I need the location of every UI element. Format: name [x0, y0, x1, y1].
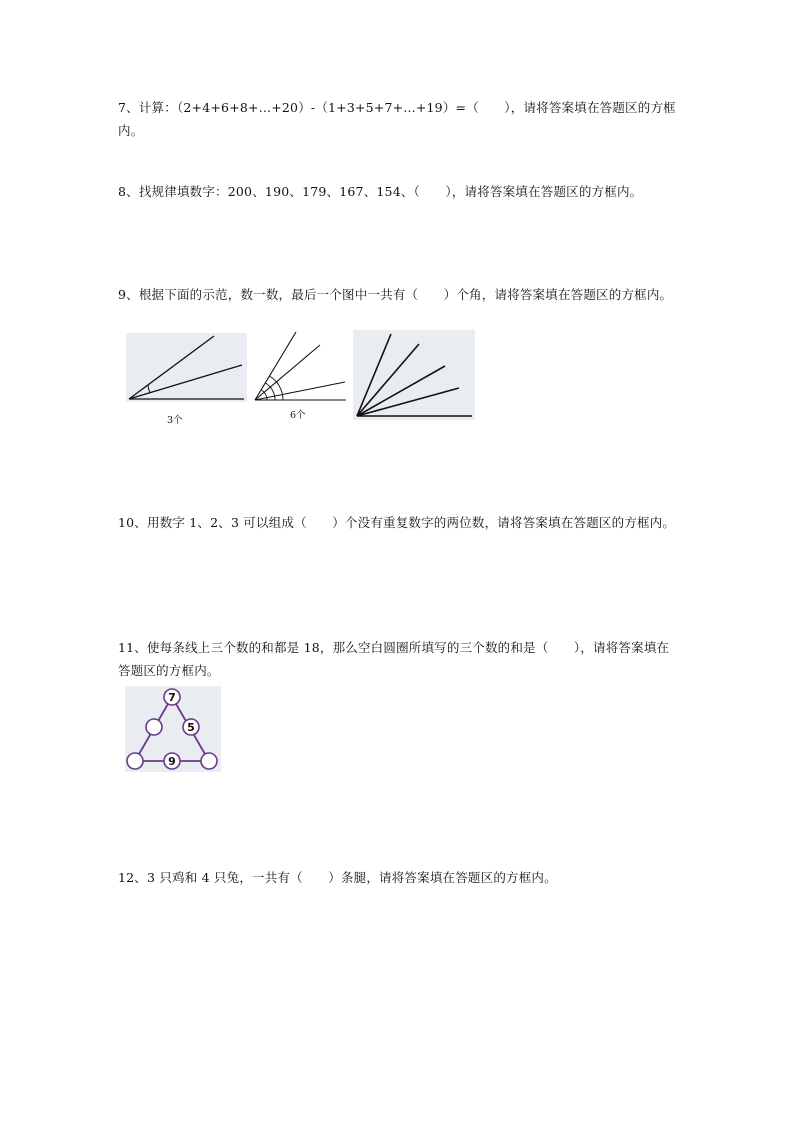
circle-blank-bottom-right	[201, 753, 217, 769]
question-9: 9、根据下面的示范，数一数，最后一个图中一共有（ ）个角，请将答案填在答题区的方框内。	[118, 287, 673, 302]
circle-right-number: 5	[187, 721, 195, 734]
circle-blank-left	[146, 719, 162, 735]
figure-background	[126, 333, 247, 402]
circle-top-number: 7	[168, 691, 176, 704]
figure-background	[353, 330, 475, 420]
angle-ray	[255, 332, 296, 400]
angle-ray	[255, 345, 320, 400]
angle-figure-3	[126, 333, 247, 402]
question-10: 10、用数字 1、2、3 可以组成（ ）个没有重复数字的两位数，请将答案填在答题区的方框内。	[118, 515, 676, 530]
angle-figure-question	[353, 330, 475, 420]
angle-figure-3-caption: 3个	[167, 415, 183, 426]
circle-bottom-number: 9	[168, 755, 176, 768]
angle-figure-6	[252, 330, 348, 404]
circle-blank-bottom-left	[127, 753, 143, 769]
question-8: 8、找规律填数字：200、190、179、167、154、（ ），请将答案填在答题区的方框内。	[118, 184, 643, 199]
triangle-number-figure	[125, 686, 221, 772]
question-12: 12、3 只鸡和 4 只兔，一共有（ ）条腿，请将答案填在答题区的方框内。	[118, 870, 557, 885]
question-11: 11、使每条线上三个数的和都是 18，那么空白圆圈所填写的三个数的和是（ ），请将答案填在答题区的方框内。	[118, 640, 670, 678]
question-7: 7、计算：（2+4+6+8+...+20）-（1+3+5+7+...+19）=（ ），请将答案填在答题区的方框内。	[118, 100, 676, 138]
angle-figure-6-caption: 6个	[290, 410, 306, 421]
